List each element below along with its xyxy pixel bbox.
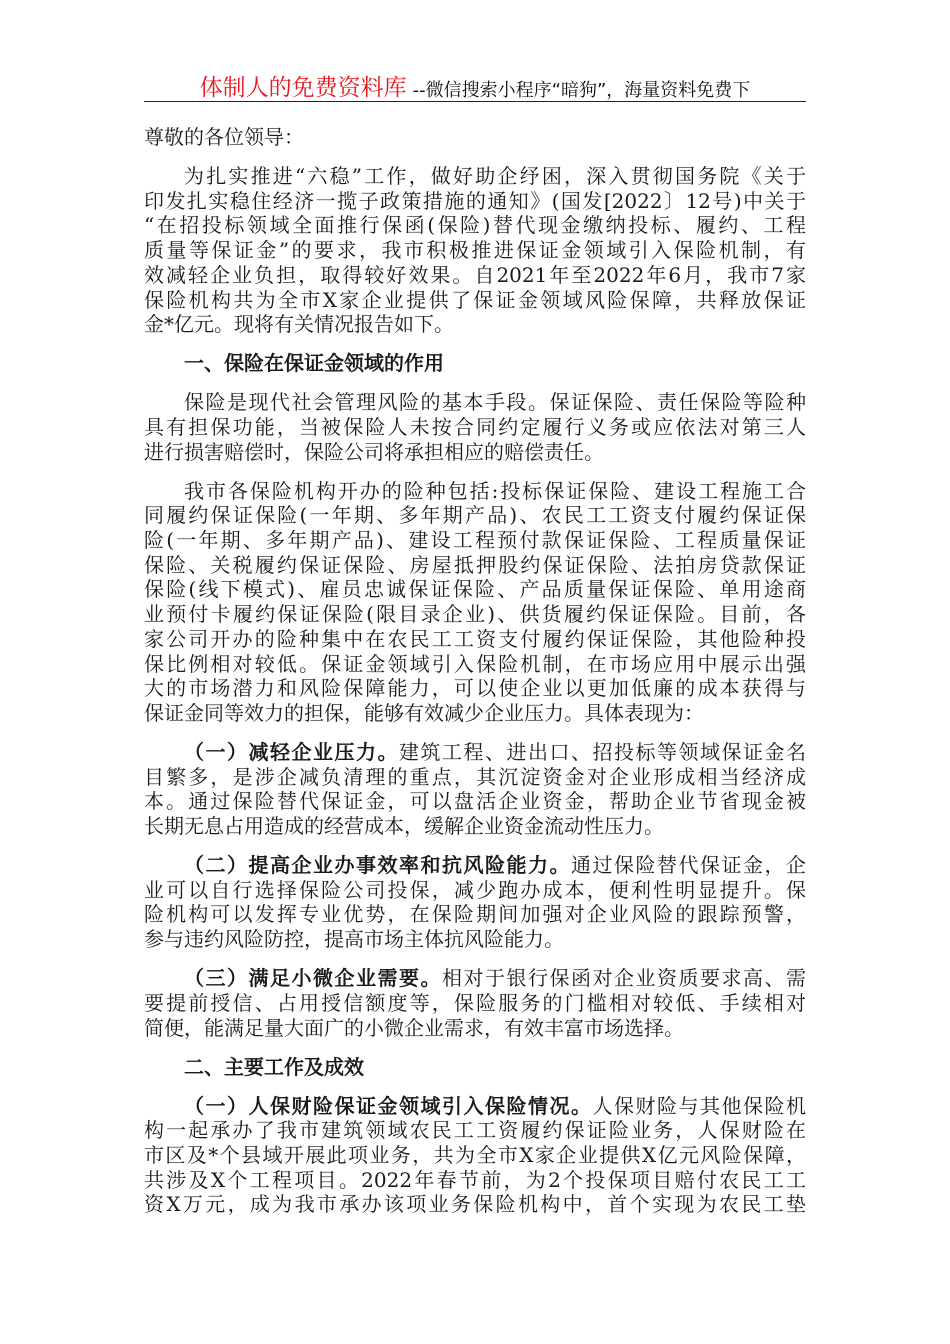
paragraph-line: “在招投标领域全面推行保函(保险)替代现金缴纳投标、履约、工程 xyxy=(144,213,806,238)
paragraph-text: 人保财险与其他保险机 xyxy=(592,1093,806,1118)
section-heading: 一、保险在保证金领域的作用 xyxy=(184,351,444,376)
header-banner xyxy=(144,70,806,102)
paragraph-line: 为扎实推进“六稳”工作，做好助企纾困，深入贯彻国务院《关于 xyxy=(184,164,806,188)
paragraph xyxy=(144,966,806,1040)
paragraph-text: 相对于银行保函对企业资质要求高、需 xyxy=(442,966,806,991)
paragraph-line: 市区及*个县域开展此项业务，共为全市X家企业提供X亿元风险保障， xyxy=(144,1142,806,1167)
paragraph xyxy=(144,164,806,337)
paragraph-line: 目繁多，是涉企减负清理的重点，其沉淀资金对企业形成相当经济成 xyxy=(144,764,806,789)
paragraph xyxy=(144,853,806,952)
paragraph-line: 金*亿元。现将有关情况报告如下。 xyxy=(144,312,454,337)
paragraph-lead: （三）满足小微企业需要。 xyxy=(184,966,442,991)
paragraph-line: 保险、关税履约保证保险、房屋抵押股约保证保险、法拍房贷款保证 xyxy=(144,552,806,577)
paragraph-line xyxy=(144,740,806,765)
paragraph-lead: （一）人保财险保证金领域引入保险情况。 xyxy=(184,1093,593,1118)
greeting: 尊敬的各位领导： xyxy=(144,125,304,149)
paragraph-line: 具有担保功能，当被保险人未按合同约定履行义务或应依法对第三人 xyxy=(144,414,806,439)
document-body xyxy=(144,125,806,1231)
paragraph-line: 要提前授信、占用授信额度等，保险服务的门槛相对较低、手续相对 xyxy=(144,990,806,1015)
paragraph xyxy=(144,1094,806,1218)
banner-tagline: --微信搜索小程序“暗狗”，海量资料免费下 xyxy=(412,80,751,101)
paragraph-lead: （一）减轻企业压力。 xyxy=(184,739,399,764)
paragraph-line: 构一起承办了我市建筑领域农民工工资履约保证险业务，人保财险在 xyxy=(144,1118,806,1143)
paragraph-line: 保比例相对较低。保证金领域引入保险机制，在市场应用中展示出强 xyxy=(144,651,806,676)
paragraph-line: 保险是现代社会管理风险的基本手段。保证保险、责任保险等险种 xyxy=(184,390,806,415)
paragraph-line: 质量等保证金”的要求，我市积极推进保证金领域引入保险机制，有 xyxy=(144,238,806,263)
header-divider xyxy=(144,101,806,102)
paragraph-line: 保险机构共为全市X家企业提供了保证金领域风险保障，共释放保证 xyxy=(144,287,806,312)
banner-brand: 体制人的免费资料库 xyxy=(199,75,407,101)
paragraph-line: 险机构可以发挥专业优势，在保险期间加强对企业风险的跟踪预警， xyxy=(144,902,806,927)
paragraphs xyxy=(144,164,806,1217)
paragraph-line: 保险(线下模式)、雇员忠诚保证保险、产品质量保证保险、单用途商 xyxy=(144,577,806,602)
paragraph-line xyxy=(144,853,806,878)
paragraph-text: 建筑工程、进出口、招投标等领域保证金名 xyxy=(399,739,806,764)
paragraph xyxy=(144,479,806,726)
paragraph-line: 业预付卡履约保证保险(限目录企业)、供货履约保证保险。目前，各 xyxy=(144,602,806,627)
paragraph xyxy=(144,740,806,839)
paragraph-line: 共涉及X个工程项目。2022年春节前，为2个投保项目赔付农民工工 xyxy=(144,1167,806,1192)
section-heading: 二、主要工作及成效 xyxy=(184,1054,364,1079)
paragraph-line: 参与违约风险防控，提高市场主体抗风险能力。 xyxy=(144,927,564,952)
paragraph-line: 业可以自行选择保险公司投保，减少跑办成本，便利性明显提升。保 xyxy=(144,877,806,902)
paragraph-text: 通过保险替代保证金，企 xyxy=(571,853,806,878)
paragraph-line xyxy=(144,966,806,991)
paragraph-line: 家公司开办的险种集中在农民工工资支付履约保证保险，其他险种投 xyxy=(144,626,806,651)
paragraph-line: 大的市场潜力和风险保障能力，可以使企业以更加低廉的成本获得与 xyxy=(144,676,806,701)
paragraph-line: 我市各保险机构开办的险种包括:投标保证保险、建设工程施工合 xyxy=(184,478,806,503)
paragraph-line: 简便，能满足量大面广的小微企业需求，有效丰富市场选择。 xyxy=(144,1015,684,1040)
paragraph-line: 效减轻企业负担，取得较好效果。自2021年至2022年6月，我市7家 xyxy=(144,262,806,287)
paragraph-line: 进行损害赔偿时，保险公司将承担相应的赔偿责任。 xyxy=(144,439,604,464)
paragraph-line: 同履约保证保险(一年期、多年期产品)、农民工工资支付履约保证保 xyxy=(144,503,806,528)
paragraph-lead: （二）提高企业办事效率和抗风险能力。 xyxy=(184,853,571,878)
paragraph-line: 保证金同等效力的担保，能够有效减少企业压力。具体表现为： xyxy=(144,700,704,725)
paragraph-line: 资X万元，成为我市承办该项业务保险机构中，首个实现为农民工垫 xyxy=(144,1192,806,1217)
paragraph-line: 本。通过保险替代保证金，可以盘活企业资金，帮助企业节省现金被 xyxy=(144,789,806,814)
paragraph xyxy=(144,390,806,464)
paragraph-line: 印发扎实稳住经济一揽子政策措施的通知》(国发[2022〕12号)中关于 xyxy=(144,188,806,213)
paragraph-line: 长期无息占用造成的经营成本，缓解企业资金流动性压力。 xyxy=(144,814,664,839)
paragraph-line: 险(一年期、多年期产品)、建设工程预付款保证保险、工程质量保证 xyxy=(144,528,806,553)
paragraph-line xyxy=(144,1094,806,1119)
